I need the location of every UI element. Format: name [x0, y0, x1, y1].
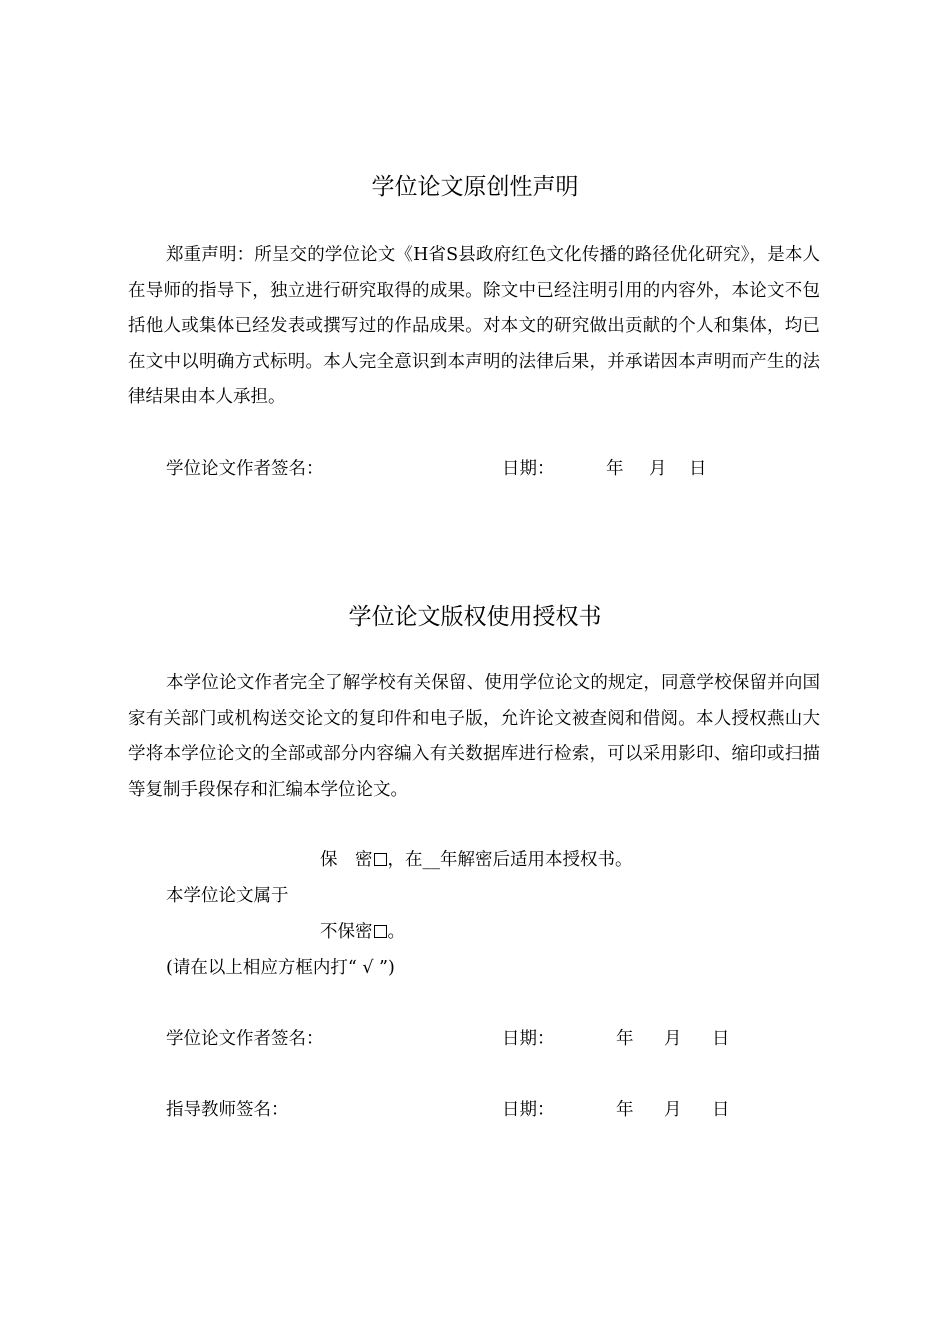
secret-label: 保 密: [320, 850, 373, 870]
author-signature-label: 学位论文作者签名：: [166, 1029, 324, 1049]
day-label: 日: [712, 1029, 730, 1049]
authorization-body: 本学位论文作者完全了解学校有关保留、使用学位论文的规定，同意学校保留并向国家有关部门或机构送交论文的复印件和电子版，允许论文被查阅和借阅。本人授权燕山大学将本学位论文的全部或部分内容编入有关数据库进行检索，可以采用影印、缩印或扫描等复制手段保存和汇编本学位论文。: [128, 673, 820, 800]
month-label: 月: [664, 1029, 682, 1049]
day-label: 日: [689, 459, 707, 479]
year-label: 年: [606, 459, 624, 479]
year-label: 年: [616, 1029, 634, 1049]
secret-checkbox[interactable]: [374, 853, 387, 866]
day-label: 日: [712, 1100, 730, 1120]
secret-suffix: ，在__年解密后适用本授权书。: [387, 850, 633, 870]
author-signature-label: 学位论文作者签名：: [166, 459, 324, 479]
checkbox-instruction: (请在以上相应方框内打“ √ ”): [166, 958, 395, 978]
declaration-body: 郑重声明：所呈交的学位论文《H省S县政府红色文化传播的路径优化研究》，是本人在导师的指导下，独立进行研究取得的成果。除文中已经注明引用的内容外，本论文不包括他人或集体已经发表或撰写过的作品成果。对本文的研究做出贡献的个人和集体，均已在文中以明确方式标明。本人完全意识到本声明的法律后果，并承诺因本声明而产生的法律结果由本人承担。: [128, 245, 820, 407]
date-label: 日期：: [502, 459, 555, 479]
month-label: 月: [664, 1100, 682, 1120]
declaration-title: 学位论文原创性声明: [371, 174, 579, 200]
month-label: 月: [649, 459, 667, 479]
not-secret-suffix: 。: [387, 922, 405, 942]
not-secret-label: 不保密: [320, 922, 373, 942]
date-label: 日期：: [502, 1100, 555, 1120]
not-secret-checkbox[interactable]: [374, 925, 387, 938]
supervisor-signature-label: 指导教师签名：: [166, 1100, 289, 1120]
authorization-title: 学位论文版权使用授权书: [348, 604, 602, 630]
secret-option: [320, 848, 633, 872]
year-label: 年: [616, 1100, 634, 1120]
not-secret-option: [320, 920, 405, 944]
belongs-label: 本学位论文属于: [166, 886, 289, 906]
date-label: 日期：: [502, 1029, 555, 1049]
